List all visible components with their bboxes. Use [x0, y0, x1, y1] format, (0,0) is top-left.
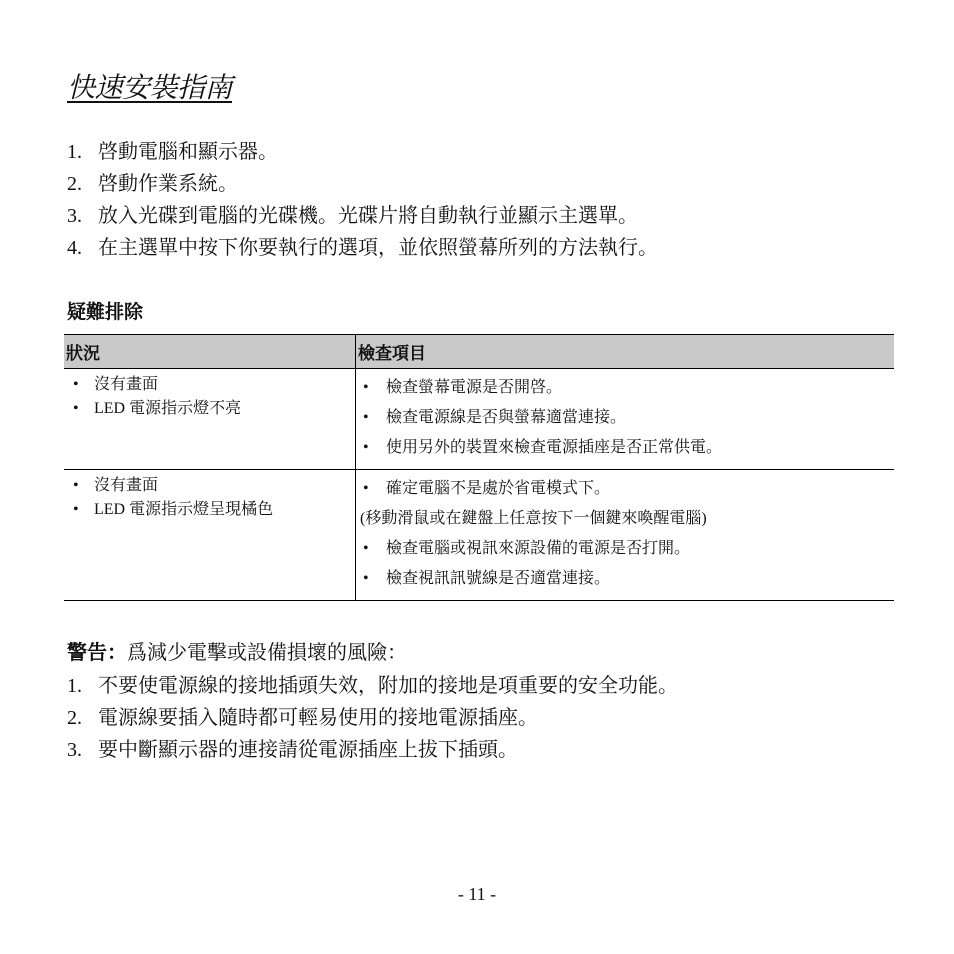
- warning-item-text: 電源線要插入隨時都可輕易使用的接地電源插座。: [98, 707, 538, 729]
- warning-item-text: 要中斷顯示器的連接請從電源插座上拔下插頭。: [98, 739, 518, 761]
- page-title: 快速安裝指南: [67, 73, 233, 104]
- check-item: • 檢查電源線是否與螢幕適當連接。: [356, 403, 894, 433]
- warning-item: [67, 702, 887, 734]
- situation-item: • 沒有畫面: [64, 474, 355, 498]
- step-number: 1.: [67, 141, 82, 163]
- bullet-icon: •: [363, 570, 369, 587]
- check-item: • 檢查螢幕電源是否開啓。: [356, 373, 894, 403]
- check-column-header: 檢查項目: [356, 335, 895, 369]
- step-text: 放入光碟到電腦的光碟機。光碟片將自動執行並顯示主選單。: [98, 205, 638, 227]
- step-text: 啓動電腦和顯示器。: [98, 141, 278, 163]
- bullet-icon: •: [363, 480, 369, 497]
- install-step: [67, 200, 887, 232]
- install-step: [67, 232, 887, 264]
- situation-cell: [64, 470, 356, 601]
- table-row: [64, 470, 894, 601]
- check-item: • 檢查視訊訊號線是否適當連接。: [356, 564, 894, 594]
- check-item: • 檢查電腦或視訊來源設備的電源是否打開。: [356, 534, 894, 564]
- troubleshooting-heading: 疑難排除: [67, 301, 144, 323]
- step-text: 啓動作業系統。: [98, 173, 238, 195]
- warning-text: 爲減少電擊或設備損壞的風險：: [127, 642, 407, 664]
- table-row: [64, 369, 894, 470]
- situation-cell: [64, 369, 356, 470]
- check-item: • 使用另外的裝置來檢查電源插座是否正常供電。: [356, 433, 894, 463]
- table-header-row: [64, 335, 894, 369]
- check-cell: [356, 369, 895, 470]
- situation-item: • 沒有畫面: [64, 373, 355, 397]
- check-item: • 確定電腦不是處於省電模式下。: [356, 474, 894, 504]
- step-number: 2.: [67, 173, 82, 195]
- warning-number: 1.: [67, 675, 82, 697]
- install-step: [67, 136, 887, 168]
- bullet-icon: •: [73, 477, 79, 494]
- check-cell: [356, 470, 895, 601]
- bullet-icon: •: [73, 501, 79, 518]
- bullet-icon: •: [73, 376, 79, 393]
- warning-list: [67, 670, 887, 766]
- warning-heading: [67, 636, 407, 665]
- situation-item: • LED 電源指示燈不亮: [64, 397, 355, 421]
- bullet-icon: •: [363, 379, 369, 396]
- troubleshooting-table: [64, 334, 894, 601]
- warning-number: 3.: [67, 739, 82, 761]
- warning-item: [67, 734, 887, 766]
- step-number: 4.: [67, 237, 82, 259]
- bullet-icon: •: [73, 400, 79, 417]
- page-number: - 11 -: [457, 884, 497, 904]
- install-step: [67, 168, 887, 200]
- bullet-icon: •: [363, 409, 369, 426]
- step-text: 在主選單中按下你要執行的選項，並依照螢幕所列的方法執行。: [98, 237, 658, 259]
- bullet-icon: •: [363, 540, 369, 557]
- warning-item-text: 不要使電源線的接地插頭失效，附加的接地是項重要的安全功能。: [98, 675, 678, 697]
- situation-item: • LED 電源指示燈呈現橘色: [64, 498, 355, 522]
- bullet-icon: •: [363, 439, 369, 456]
- check-item-note: (移動滑鼠或在鍵盤上任意按下一個鍵來喚醒電腦): [360, 510, 707, 527]
- situation-column-header: 狀況: [64, 335, 356, 369]
- warning-item: [67, 670, 887, 702]
- warning-label: 警告：: [67, 640, 127, 664]
- warning-number: 2.: [67, 707, 82, 729]
- step-number: 3.: [67, 205, 82, 227]
- install-steps-list: [67, 136, 887, 264]
